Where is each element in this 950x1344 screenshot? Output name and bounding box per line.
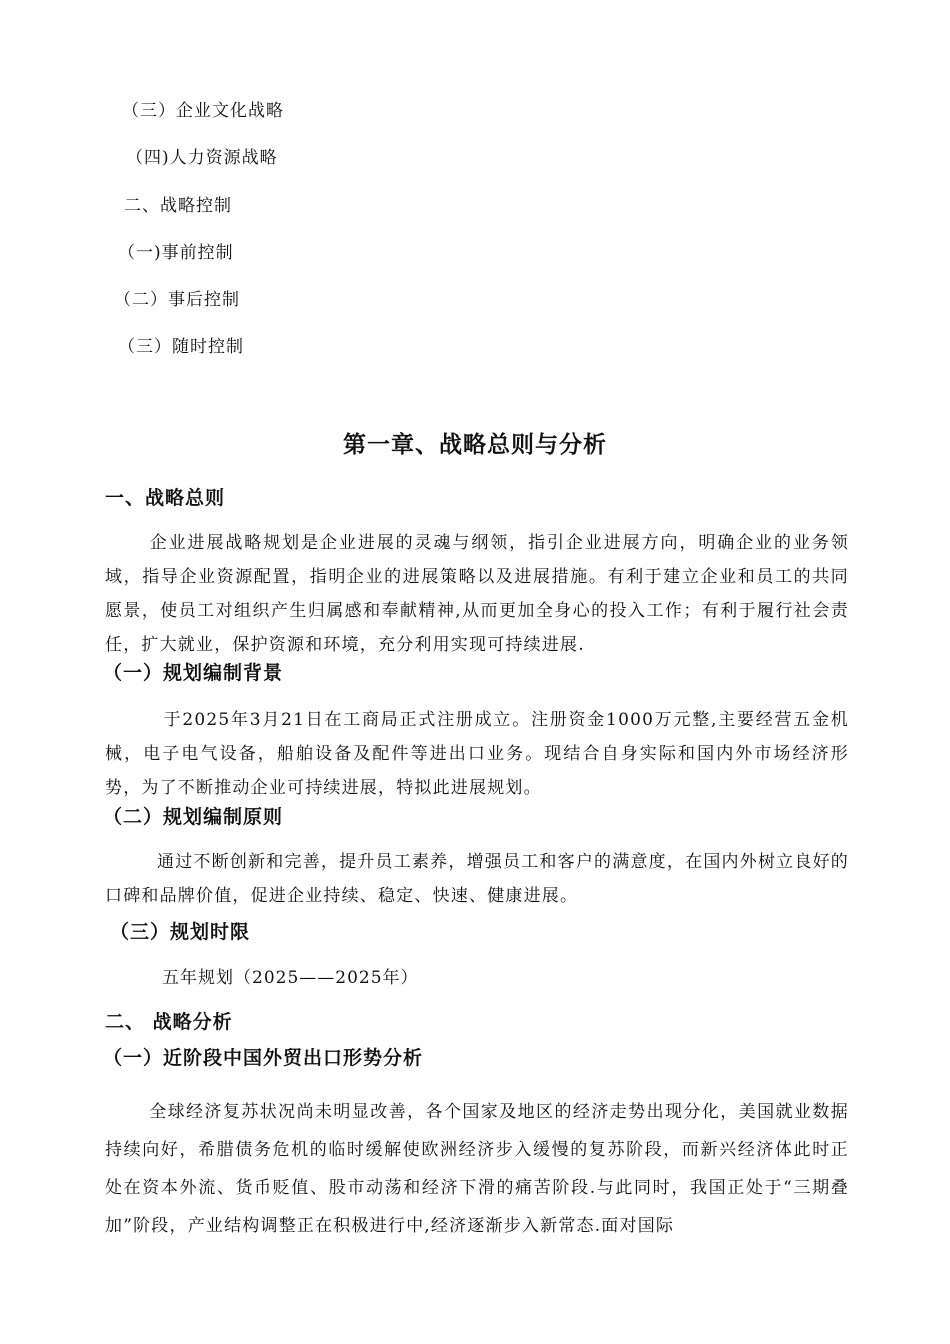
planning-period-text: 五年规划（2025——2025年） bbox=[162, 968, 419, 988]
toc-item-pre-control: （一)事前控制 bbox=[118, 243, 234, 263]
section-heading-strategic-analysis: 二、 战略分析 bbox=[105, 1011, 233, 1033]
paragraph-planning-background-text: 于2025年3月21日在工商局正式注册成立。注册资金1000万元整,主要经营五金机械，电子电气设备，船舶设备及配件等进出口业务。现结合自身实际和国内外市场经济形势，为了不断推动企业可持续进展，特拟此进展规划。 bbox=[105, 710, 849, 798]
toc-item-realtime-control: （三）随时控制 bbox=[118, 337, 244, 357]
paragraph-planning-background bbox=[105, 703, 849, 805]
paragraph-general-principles-text: 企业进展战略规划是企业进展的灵魂与纲领，指引企业进展方向，明确企业的业务领域，指导企业资源配置，指明企业的进展策略以及进展措施。有利于建立企业和员工的共同愿景，使员工对组织产生归属感和奉献精神,从而更加全身心的投入工作；有利于履行社会责任，扩大就业，保护资源和环境，充分利用实现可持续进展. bbox=[105, 533, 849, 655]
subheading-planning-background: （一）规划编制背景 bbox=[103, 662, 284, 684]
section-heading-general-principles: 一、战略总则 bbox=[105, 487, 226, 509]
paragraph-export-situation-text: 全球经济复苏状况尚未明显改善，各个国家及地区的经济走势出现分化，美国就业数据持续向好，希腊债务危机的临时缓解使欧洲经济步入缓慢的复苏阶段，而新兴经济体此时正处在资本外流、货币贬值、股市动荡和经济下滑的痛苦阶段.与此同时，我国正处于“三期叠加”阶段，产业结构调整正在积极进行中,经济逐渐步入新常态.面对国际 bbox=[105, 1102, 849, 1236]
subheading-export-situation: （一）近阶段中国外贸出口形势分析 bbox=[103, 1047, 424, 1069]
subheading-planning-principles: （二）规划编制原则 bbox=[103, 806, 284, 828]
chapter-title: 第一章、战略总则与分析 bbox=[343, 431, 607, 458]
toc-item-strategic-control: 二、战略控制 bbox=[124, 196, 232, 216]
toc-item-corporate-culture: （三）企业文化战略 bbox=[122, 101, 284, 121]
subheading-planning-period: （三）规划时限 bbox=[110, 921, 251, 943]
paragraph-planning-principles bbox=[105, 845, 849, 913]
toc-item-post-control: （二）事后控制 bbox=[114, 290, 240, 310]
paragraph-general-principles bbox=[105, 526, 849, 662]
paragraph-planning-principles-text: 通过不断创新和完善，提升员工素养，增强员工和客户的满意度，在国内外树立良好的口碑和品牌价值，促进企业持续、稳定、快速、健康进展。 bbox=[105, 852, 849, 906]
toc-item-human-resources: （四)人力资源战略 bbox=[126, 148, 278, 168]
paragraph-export-situation bbox=[105, 1093, 849, 1245]
